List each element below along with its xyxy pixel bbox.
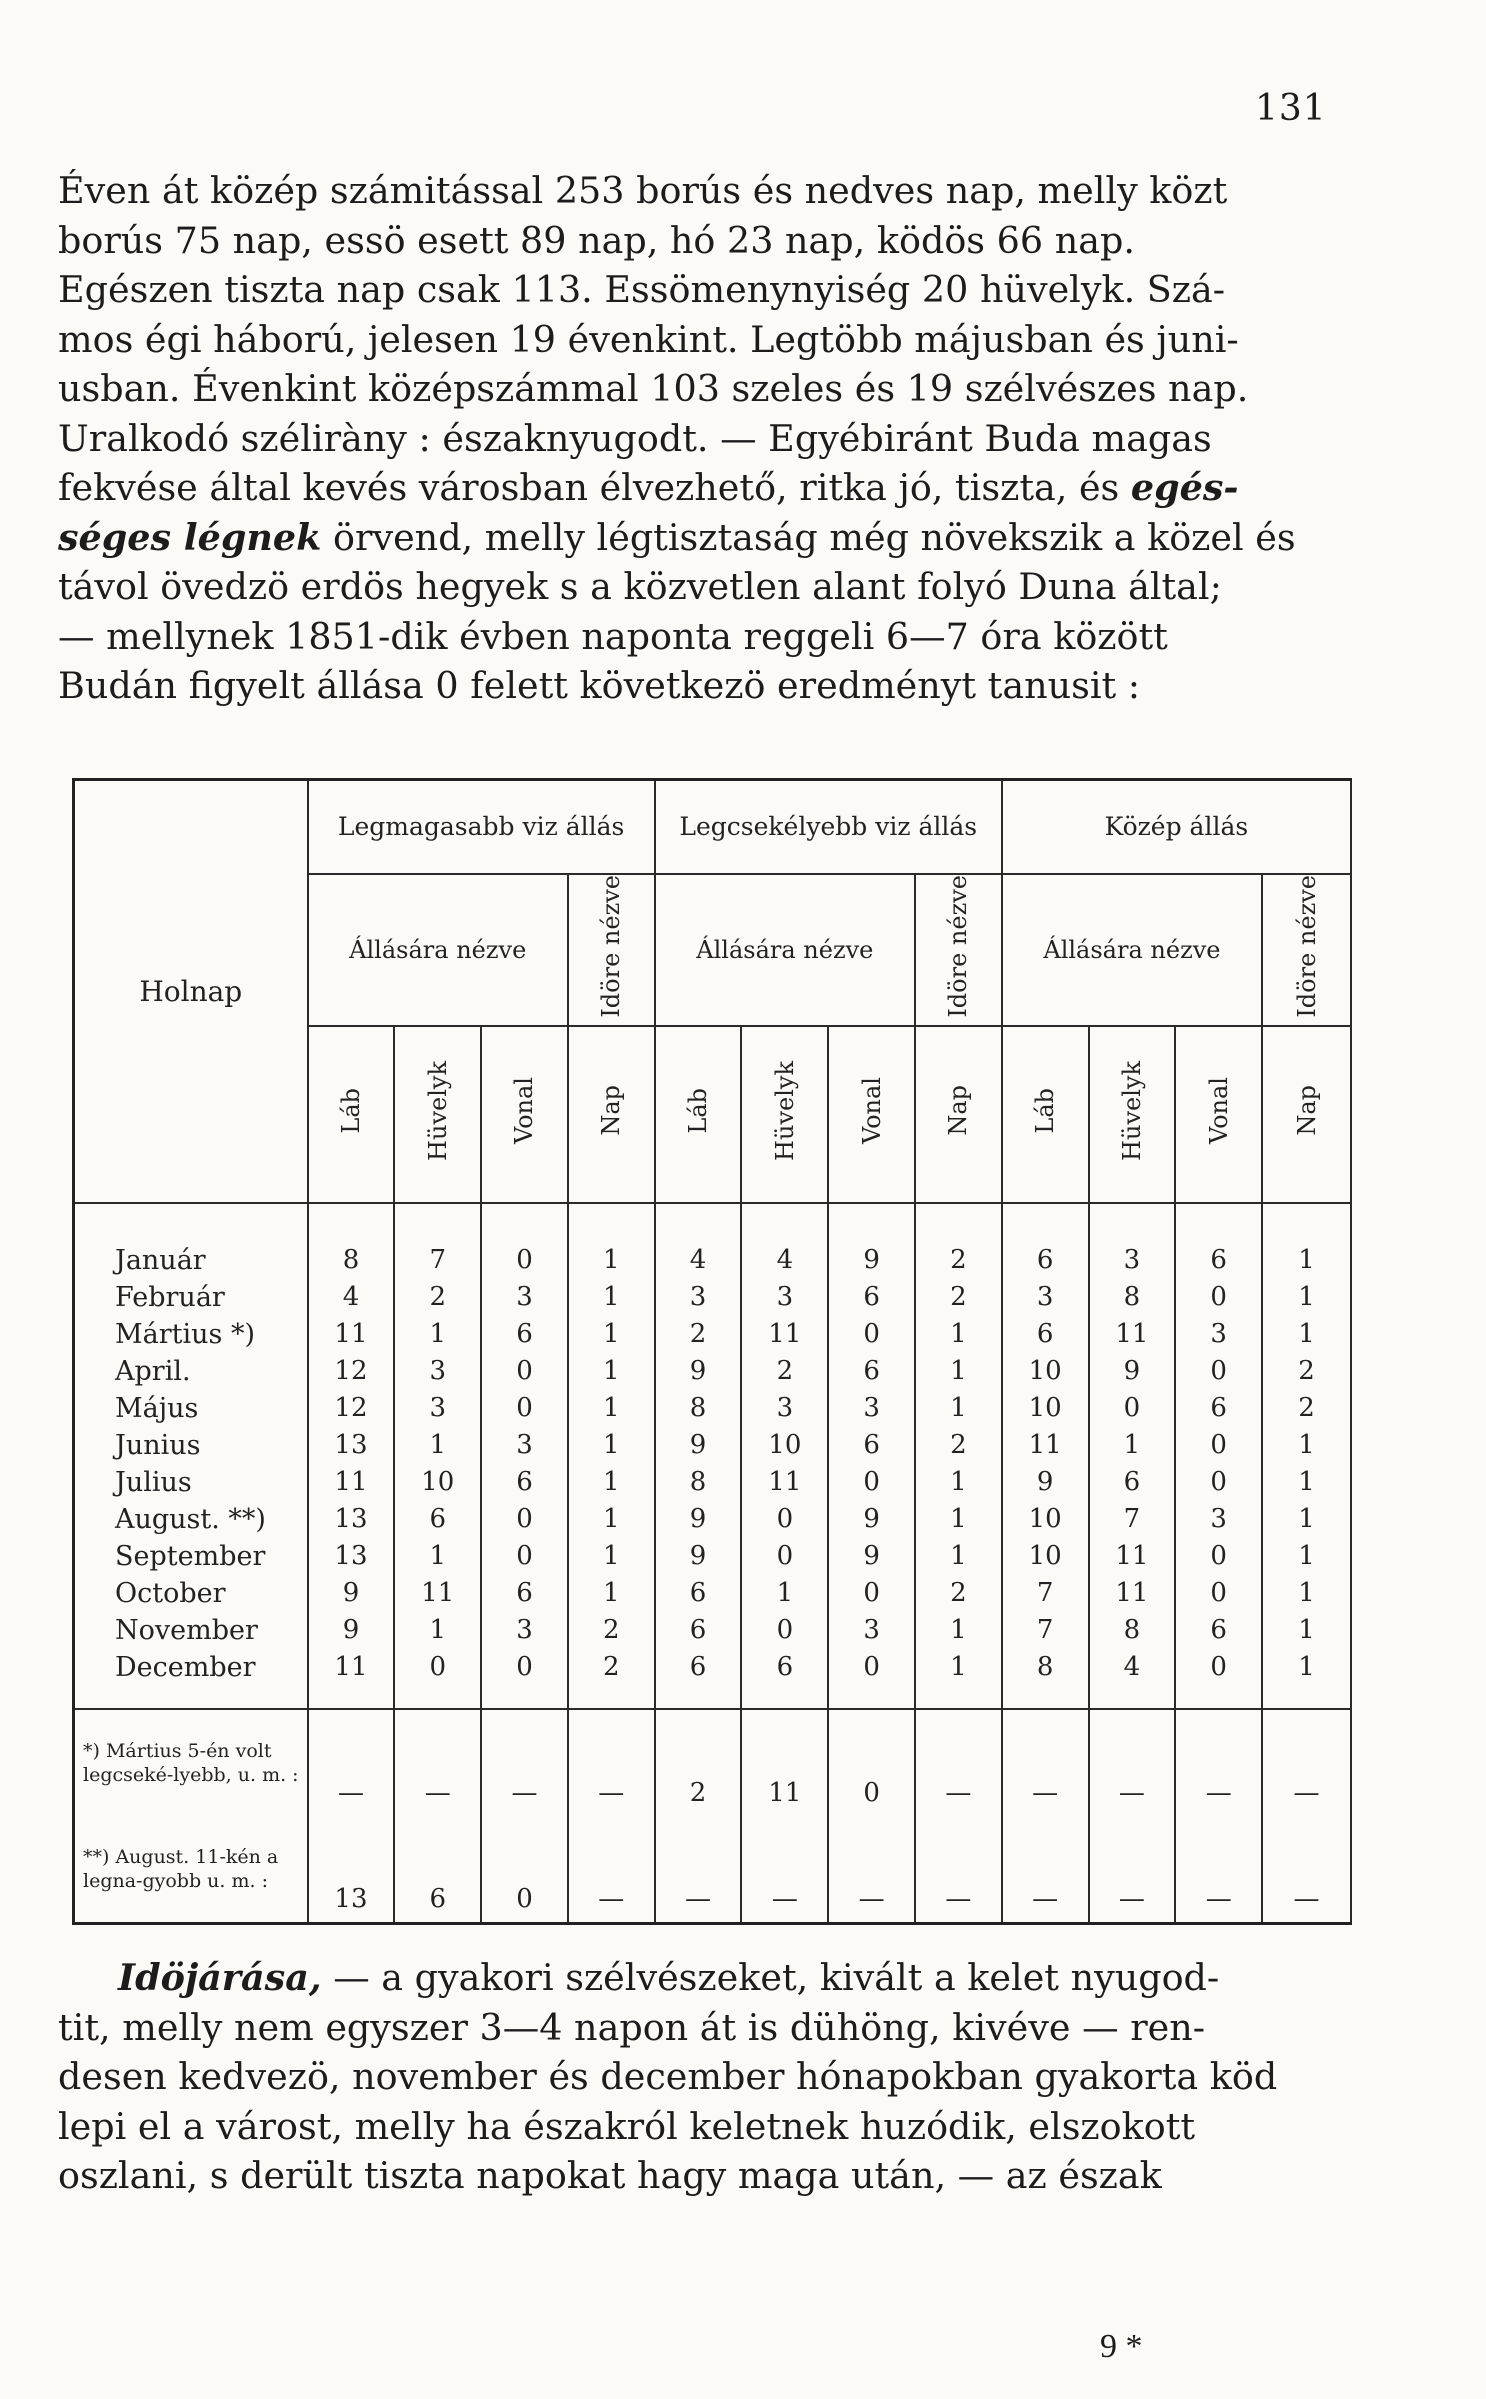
value-cell: 8 (655, 1390, 742, 1427)
value-cell: 4 (308, 1279, 395, 1316)
table-row (74, 1203, 1352, 1279)
text-line: Egészen tiszta nap csak 113. Essömenynyiség 20 hüvelyk. Szá- (58, 268, 1226, 311)
value-cell: 7 (1089, 1501, 1176, 1538)
value-cell: 6 (1175, 1612, 1262, 1649)
value-cell: 11 (741, 1709, 828, 1816)
value-cell: 2 (741, 1353, 828, 1390)
value-cell: 1 (568, 1427, 655, 1464)
value-cell: 3 (1175, 1316, 1262, 1353)
footnote-row (74, 1709, 1352, 1816)
value-cell: 1 (1262, 1649, 1351, 1709)
value-cell: 0 (481, 1538, 568, 1575)
signature-mark: 9 * (1100, 2328, 1143, 2365)
value-cell: — (1002, 1816, 1089, 1924)
value-cell: 6 (394, 1501, 481, 1538)
text-line: Uralkodó széliràny : északnyugodt. — Egyébiránt Buda magas (58, 416, 1212, 460)
subheader-time: Idöre nézve (915, 874, 1002, 1026)
value-cell: 9 (828, 1203, 915, 1279)
value-cell: 6 (1175, 1203, 1262, 1279)
value-cell: — (394, 1709, 481, 1816)
value-cell: — (481, 1709, 568, 1816)
value-cell: 0 (1175, 1464, 1262, 1501)
value-cell: 1 (915, 1538, 1002, 1575)
value-cell: 0 (1175, 1353, 1262, 1390)
value-cell: 0 (481, 1390, 568, 1427)
value-cell: 6 (655, 1649, 742, 1709)
value-cell: 10 (1002, 1538, 1089, 1575)
text-line-part: — a gyakori szélvészeket, kivált a kelet nyugod- (321, 1956, 1220, 1999)
value-cell: 1 (394, 1612, 481, 1649)
value-cell: 6 (828, 1279, 915, 1316)
col-huvelyk: Hüvelyk (394, 1026, 481, 1203)
table-row (74, 1279, 1352, 1316)
value-cell: 11 (1089, 1575, 1176, 1612)
value-cell: 1 (915, 1390, 1002, 1427)
value-cell: 2 (568, 1612, 655, 1649)
value-cell: 9 (308, 1575, 395, 1612)
text-line (58, 1953, 1383, 2003)
value-cell: 0 (741, 1538, 828, 1575)
value-cell: 9 (828, 1501, 915, 1538)
col-nap: Nap (1262, 1026, 1351, 1203)
text-line: borús 75 nap, essö esett 89 nap, hó 23 nap, ködös 66 nap. (58, 218, 1135, 262)
value-cell: 11 (1089, 1316, 1176, 1353)
value-cell: 8 (1089, 1612, 1176, 1649)
value-cell: 0 (828, 1575, 915, 1612)
value-cell: 6 (1002, 1316, 1089, 1353)
month-cell: December (74, 1649, 308, 1709)
subheader-time: Idöre nézve (568, 874, 655, 1026)
value-cell: — (741, 1816, 828, 1924)
value-cell: 1 (568, 1538, 655, 1575)
month-cell: Január (74, 1203, 308, 1279)
value-cell: 2 (1262, 1390, 1351, 1427)
value-cell: 13 (308, 1427, 395, 1464)
value-cell: 3 (1089, 1203, 1176, 1279)
value-cell: — (655, 1816, 742, 1924)
footnote-label: *) Mártius 5-én volt legcseké-lyebb, u. m. : (74, 1709, 308, 1816)
value-cell: 1 (1262, 1427, 1351, 1464)
value-cell: 4 (741, 1203, 828, 1279)
value-cell: 1 (568, 1575, 655, 1612)
value-cell: 11 (1089, 1538, 1176, 1575)
value-cell: 11 (394, 1575, 481, 1612)
value-cell: 0 (481, 1203, 568, 1279)
value-cell: 0 (394, 1649, 481, 1709)
value-cell: 11 (741, 1316, 828, 1353)
col-huvelyk: Hüvelyk (741, 1026, 828, 1203)
group-header-highest: Legmagasabb viz állás (308, 780, 655, 875)
value-cell: 0 (741, 1501, 828, 1538)
table-row (74, 1427, 1352, 1464)
subheader-level: Állására nézve (1002, 874, 1262, 1026)
value-cell: 3 (1175, 1501, 1262, 1538)
value-cell: 10 (1002, 1353, 1089, 1390)
value-cell: 0 (1089, 1390, 1176, 1427)
value-cell: 7 (1002, 1612, 1089, 1649)
value-cell: 1 (1262, 1203, 1351, 1279)
value-cell: 2 (655, 1709, 742, 1816)
value-cell: — (1175, 1816, 1262, 1924)
value-cell: 0 (741, 1612, 828, 1649)
value-cell: 11 (741, 1464, 828, 1501)
value-cell: 3 (481, 1279, 568, 1316)
table-row (74, 1353, 1352, 1390)
value-cell: 3 (828, 1390, 915, 1427)
col-nap: Nap (915, 1026, 1002, 1203)
month-cell: November (74, 1612, 308, 1649)
italic-term: Idöjárása, (118, 1956, 322, 1999)
value-cell: 1 (568, 1316, 655, 1353)
value-cell: 3 (655, 1279, 742, 1316)
value-cell: 2 (1262, 1353, 1351, 1390)
intro-paragraph (58, 166, 1383, 711)
value-cell: — (308, 1709, 395, 1816)
value-cell: — (915, 1709, 1002, 1816)
table-row (74, 1464, 1352, 1501)
text-line: usban. Évenkint középszámmal 103 szeles és 19 szélvészes nap. (58, 367, 1249, 410)
table-row (74, 1316, 1352, 1353)
value-cell: 9 (308, 1612, 395, 1649)
value-cell: — (1262, 1816, 1351, 1924)
text-line: Budán figyelt állása 0 felett következö eredményt tanusit : (58, 664, 1141, 707)
value-cell: — (1002, 1709, 1089, 1816)
value-cell: 0 (828, 1709, 915, 1816)
table-row (74, 1501, 1352, 1538)
closing-paragraph (58, 1953, 1383, 2201)
month-cell: April. (74, 1353, 308, 1390)
value-cell: — (1089, 1709, 1176, 1816)
value-cell: — (828, 1816, 915, 1924)
value-cell: 2 (915, 1203, 1002, 1279)
value-cell: 10 (741, 1427, 828, 1464)
text-line (58, 463, 1383, 513)
value-cell: 0 (481, 1501, 568, 1538)
value-cell: 13 (308, 1816, 395, 1924)
text-line: Éven át közép számitással 253 borús és nedves nap, melly közt (58, 169, 1228, 212)
value-cell: 12 (308, 1390, 395, 1427)
month-cell: Mártius *) (74, 1316, 308, 1353)
water-level-table (72, 778, 1352, 1925)
group-header-lowest: Legcsekélyebb viz állás (655, 780, 1002, 875)
value-cell: 6 (394, 1816, 481, 1924)
value-cell: 3 (1002, 1279, 1089, 1316)
value-cell: 2 (568, 1649, 655, 1709)
value-cell: 3 (394, 1353, 481, 1390)
value-cell: 1 (1262, 1575, 1351, 1612)
col-vonal: Vonal (1175, 1026, 1262, 1203)
value-cell: 6 (481, 1464, 568, 1501)
value-cell: 1 (1262, 1316, 1351, 1353)
value-cell: 6 (1175, 1390, 1262, 1427)
italic-term: egés- (1130, 466, 1239, 509)
value-cell: 8 (1002, 1649, 1089, 1709)
value-cell: 1 (1262, 1612, 1351, 1649)
value-cell: 3 (481, 1612, 568, 1649)
value-cell: 8 (308, 1203, 395, 1279)
value-cell: 0 (481, 1649, 568, 1709)
group-header-average: Közép állás (1002, 780, 1351, 875)
month-cell: October (74, 1575, 308, 1612)
col-huvelyk: Hüvelyk (1089, 1026, 1176, 1203)
value-cell: 1 (915, 1353, 1002, 1390)
text-line (58, 513, 1383, 563)
value-cell: 3 (481, 1427, 568, 1464)
footnote-label: **) August. 11-kén a legna-gyobb u. m. : (74, 1816, 308, 1924)
col-lab: Láb (1002, 1026, 1089, 1203)
table-row (74, 1649, 1352, 1709)
text-line-part: örvend, melly légtisztaság még növekszik a közel és (321, 515, 1296, 559)
col-vonal: Vonal (828, 1026, 915, 1203)
value-cell: 11 (308, 1649, 395, 1709)
value-cell: 0 (1175, 1538, 1262, 1575)
value-cell: 3 (741, 1279, 828, 1316)
subheader-time: Idöre nézve (1262, 874, 1351, 1026)
value-cell: 6 (481, 1316, 568, 1353)
month-cell: Május (74, 1390, 308, 1427)
value-cell: 1 (394, 1538, 481, 1575)
value-cell: — (568, 1709, 655, 1816)
value-cell: 6 (1002, 1203, 1089, 1279)
value-cell: 9 (655, 1353, 742, 1390)
value-cell: 1 (568, 1279, 655, 1316)
value-cell: 7 (394, 1203, 481, 1279)
value-cell: 9 (655, 1501, 742, 1538)
value-cell: 1 (568, 1464, 655, 1501)
value-cell: 8 (1089, 1279, 1176, 1316)
col-nap: Nap (568, 1026, 655, 1203)
table-row (74, 1538, 1352, 1575)
value-cell: 0 (828, 1464, 915, 1501)
text-line: mos égi háború, jelesen 19 évenkint. Legtöbb májusban és juni- (58, 317, 1239, 361)
value-cell: 2 (915, 1427, 1002, 1464)
value-cell: 0 (481, 1353, 568, 1390)
value-cell: — (1262, 1709, 1351, 1816)
value-cell: 0 (1175, 1649, 1262, 1709)
month-cell: Junius (74, 1427, 308, 1464)
value-cell: 1 (915, 1501, 1002, 1538)
value-cell: 6 (1089, 1464, 1176, 1501)
value-cell: 2 (394, 1279, 481, 1316)
footnote-row (74, 1816, 1352, 1924)
month-cell: August. **) (74, 1501, 308, 1538)
value-cell: 1 (915, 1612, 1002, 1649)
italic-term: séges légnek (58, 515, 322, 559)
table-row (74, 1390, 1352, 1427)
text-line: — mellynek 1851-dik évben naponta reggeli 6—7 óra között (58, 614, 1168, 658)
value-cell: 9 (1089, 1353, 1176, 1390)
month-cell: September (74, 1538, 308, 1575)
text-line: lepi el a várost, melly ha északról keletnek huzódik, elszokott (58, 2104, 1196, 2148)
text-line: oszlani, s derült tiszta napokat hagy maga után, — az észak (58, 2154, 1162, 2197)
value-cell: 1 (915, 1464, 1002, 1501)
value-cell: 10 (394, 1464, 481, 1501)
value-cell: 6 (655, 1575, 742, 1612)
value-cell: 6 (481, 1575, 568, 1612)
page-number: 131 (1255, 88, 1327, 129)
value-cell: 1 (741, 1575, 828, 1612)
value-cell: 1 (568, 1390, 655, 1427)
value-cell: 2 (915, 1279, 1002, 1316)
value-cell: 12 (308, 1353, 395, 1390)
text-line: tit, melly nem egyszer 3—4 napon át is dühöng, kivéve — ren- (58, 2005, 1206, 2049)
value-cell: 1 (1262, 1279, 1351, 1316)
value-cell: 0 (1175, 1427, 1262, 1464)
text-line-part: fekvése által kevés városban élvezhető, ritka jó, tiszta, és (58, 466, 1120, 509)
value-cell: 3 (828, 1612, 915, 1649)
value-cell: 1 (568, 1501, 655, 1538)
value-cell: 1 (394, 1427, 481, 1464)
value-cell: 7 (1002, 1575, 1089, 1612)
value-cell: 1 (568, 1203, 655, 1279)
value-cell: 6 (655, 1612, 742, 1649)
value-cell: 3 (741, 1390, 828, 1427)
value-cell: 1 (1089, 1427, 1176, 1464)
value-cell: 10 (1002, 1501, 1089, 1538)
value-cell: 0 (828, 1316, 915, 1353)
value-cell: 3 (394, 1390, 481, 1427)
subheader-level: Állására nézve (655, 874, 915, 1026)
value-cell: 1 (915, 1649, 1002, 1709)
value-cell: 11 (308, 1316, 395, 1353)
value-cell: 9 (655, 1427, 742, 1464)
text-line: desen kedvezö, november és december hónapokban gyakorta köd (58, 2055, 1278, 2098)
month-cell: Julius (74, 1464, 308, 1501)
value-cell: 6 (828, 1427, 915, 1464)
table-row (74, 1575, 1352, 1612)
subheader-level: Állására nézve (308, 874, 568, 1026)
value-cell: 0 (828, 1649, 915, 1709)
table-row (74, 1612, 1352, 1649)
value-cell: 2 (655, 1316, 742, 1353)
col-lab: Láb (655, 1026, 742, 1203)
value-cell: — (1089, 1816, 1176, 1924)
value-cell: 1 (915, 1316, 1002, 1353)
value-cell: 8 (655, 1464, 742, 1501)
month-cell: Február (74, 1279, 308, 1316)
value-cell: 11 (1002, 1427, 1089, 1464)
value-cell: 13 (308, 1538, 395, 1575)
value-cell: — (568, 1816, 655, 1924)
value-cell: 1 (394, 1316, 481, 1353)
value-cell: 10 (1002, 1390, 1089, 1427)
value-cell: 2 (915, 1575, 1002, 1612)
value-cell: 0 (1175, 1575, 1262, 1612)
value-cell: 4 (1089, 1649, 1176, 1709)
value-cell: 6 (828, 1353, 915, 1390)
value-cell: 1 (1262, 1464, 1351, 1501)
value-cell: 0 (481, 1816, 568, 1924)
value-cell: 6 (741, 1649, 828, 1709)
value-cell: 1 (1262, 1538, 1351, 1575)
value-cell: 9 (655, 1538, 742, 1575)
value-cell: — (1175, 1709, 1262, 1816)
value-cell: 0 (1175, 1279, 1262, 1316)
text-line: távol övedzö erdös hegyek s a közvetlen alant folyó Duna által; (58, 565, 1222, 608)
value-cell: 9 (1002, 1464, 1089, 1501)
value-cell: 4 (655, 1203, 742, 1279)
value-cell: 1 (568, 1353, 655, 1390)
value-cell: — (915, 1816, 1002, 1924)
value-cell: 1 (1262, 1501, 1351, 1538)
value-cell: 13 (308, 1501, 395, 1538)
value-cell: 11 (308, 1464, 395, 1501)
col-vonal: Vonal (481, 1026, 568, 1203)
month-column-header: Holnap (74, 780, 308, 1203)
value-cell: 9 (828, 1538, 915, 1575)
col-lab: Láb (308, 1026, 395, 1203)
